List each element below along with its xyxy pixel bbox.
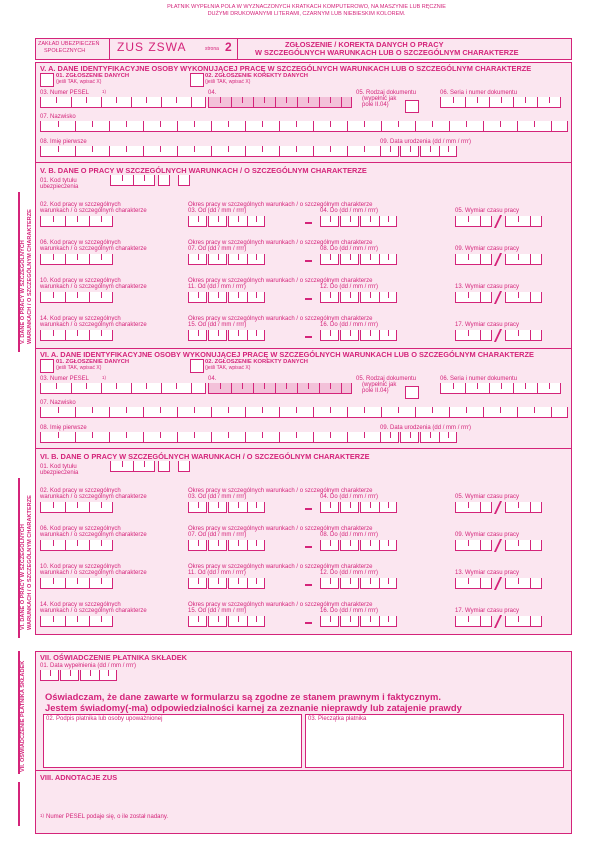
work-code-input[interactable]	[40, 292, 113, 303]
declaration-line-2: Jestem świadomy(-ma) odpowiedzialności karnej za zeznanie nieprawdy lub zatajenie prawdy	[45, 702, 462, 713]
work-code-label: 06. Kod pracy w szczególnych	[40, 240, 121, 246]
birth-date-label: 09. Data urodzenia (dd / mm / rrrr)	[380, 139, 472, 145]
period-from-dd[interactable]	[188, 292, 207, 303]
correction-checkbox[interactable]	[190, 73, 204, 87]
document-type-hint-1: (wypełnić jak	[362, 382, 397, 388]
period-from-label: 15. Od (dd / mm / rrrr)	[188, 322, 247, 328]
period-from-dd[interactable]	[188, 216, 207, 227]
period-to-yyyy[interactable]	[360, 330, 397, 341]
surname-label: 07. Nazwisko	[40, 400, 76, 406]
section-vii-title: VII. OŚWIADCZENIE PŁATNIKA SKŁADEK	[40, 653, 187, 662]
period-from-mm[interactable]	[208, 292, 227, 303]
insurance-code-part-2[interactable]	[158, 175, 170, 186]
working-time-denominator[interactable]	[505, 502, 542, 513]
new-registration-label: 01. ZGŁOSZENIE DANYCH	[56, 73, 130, 79]
new-registration-label: 01. ZGŁOSZENIE DANYCH	[56, 359, 130, 365]
birth-date-yyyy[interactable]	[420, 432, 457, 443]
period-to-dd[interactable]	[320, 292, 339, 303]
work-code-label: 10. Kod pracy w szczególnych	[40, 278, 121, 284]
work-code-input[interactable]	[40, 540, 113, 551]
working-time-numerator[interactable]	[455, 330, 492, 341]
working-time-numerator[interactable]	[455, 578, 492, 589]
insurance-code-part-1[interactable]	[110, 175, 155, 186]
working-time-label: 09. Wymiar czasu pracy	[455, 246, 519, 252]
pesel-footnote-marker: 1)	[102, 375, 107, 380]
period-from-yyyy[interactable]	[228, 216, 265, 227]
period-to-yyyy[interactable]	[360, 216, 397, 227]
field-04-label: 04.	[208, 376, 217, 382]
period-to-yyyy[interactable]	[360, 540, 397, 551]
period-to-mm[interactable]	[340, 216, 359, 227]
insurance-code-part-3[interactable]	[178, 461, 190, 472]
insurance-code-part-2[interactable]	[158, 461, 170, 472]
work-code-label-2: warunkach / o szczególnym charakterze	[40, 284, 147, 290]
correction-hint: (jeśli TAK, wpisać X)	[205, 365, 251, 371]
work-code-input[interactable]	[40, 330, 113, 341]
document-number-label: 06. Seria i numer dokumentu	[440, 376, 518, 382]
working-time-label: 17. Wymiar czasu pracy	[455, 322, 519, 328]
period-to-label: 08. Do (dd / mm / rrrr)	[320, 246, 379, 252]
working-time-denominator[interactable]	[505, 254, 542, 265]
period-from-dd[interactable]	[188, 502, 207, 513]
work-period-label: Okres pracy w szczególnych warunkach / o szczególnym charakterze	[188, 526, 373, 532]
period-from-yyyy[interactable]	[228, 330, 265, 341]
period-from-label: 11. Od (dd / mm / rrrr)	[188, 284, 246, 290]
period-from-label: 03. Od (dd / mm / rrrr)	[188, 208, 247, 214]
insurance-code-label-2: ubezpieczenia	[40, 470, 79, 476]
period-to-dd[interactable]	[320, 330, 339, 341]
work-period-label: Okres pracy w szczególnych warunkach / o szczególnym charakterze	[188, 564, 373, 570]
period-to-dd[interactable]	[320, 578, 339, 589]
declaration-line-1: Oświadczam, że dane zawarte w formularzu są zgodne ze stanem prawnym i faktycznym.	[45, 691, 441, 702]
sidebar-line-1: VI. DANE O PRACY W SZCZEGÓLNYCH	[20, 524, 26, 630]
document-type-hint-2: pole II.04)	[362, 102, 389, 108]
period-separator	[305, 584, 312, 586]
fill-date-mm[interactable]	[60, 670, 79, 681]
sidebar-line-2: WARUNKACH / O SZCZEGÓLNYM CHARAKTERZE	[26, 495, 33, 630]
period-from-dd[interactable]	[188, 578, 207, 589]
period-from-dd[interactable]	[188, 254, 207, 265]
instruction-line-1: PŁATNIK WYPEŁNIA POLA W WYZNACZONYCH KRATKACH KOMPUTEROWO, NA MASZYNIE LUB RĘCZNIE	[167, 4, 446, 10]
period-to-mm[interactable]	[340, 578, 359, 589]
work-code-label: 06. Kod pracy w szczególnych	[40, 526, 121, 532]
document-type-hint-1: (wypełnić jak	[362, 96, 397, 102]
period-to-yyyy[interactable]	[360, 292, 397, 303]
pesel-footnote-marker: 1)	[102, 89, 107, 94]
birth-date-mm[interactable]	[400, 432, 419, 443]
period-to-label: 08. Do (dd / mm / rrrr)	[320, 532, 379, 538]
document-type-label: 05. Rodzaj dokumentu	[356, 90, 417, 96]
period-to-dd[interactable]	[320, 254, 339, 265]
period-to-dd[interactable]	[320, 616, 339, 627]
insurance-code-part-3[interactable]	[178, 175, 190, 186]
payer-stamp-label: 03. Pieczątka płatnika	[308, 716, 367, 722]
sidebar-line-1: V. DANE O PRACY W SZCZEGÓLNYCH	[20, 240, 26, 344]
period-to-dd[interactable]	[320, 502, 339, 513]
work-code-label-2: warunkach / o szczególnym charakterze	[40, 322, 147, 328]
work-code-label: 14. Kod pracy w szczególnych	[40, 602, 121, 608]
working-time-denominator[interactable]	[505, 578, 542, 589]
period-separator	[305, 546, 312, 548]
period-from-label: 07. Od (dd / mm / rrrr)	[188, 246, 247, 252]
work-code-label-2: warunkach / o szczególnym charakterze	[40, 208, 147, 214]
new-registration-checkbox[interactable]	[40, 73, 54, 87]
work-code-label-2: warunkach / o szczególnym charakterze	[40, 608, 147, 614]
working-time-numerator[interactable]	[455, 540, 492, 551]
period-to-mm[interactable]	[340, 330, 359, 341]
work-code-input[interactable]	[40, 502, 113, 513]
section-1-a-title: VI. A. DANE IDENTYFIKACYJNE OSOBY WYKONUJĄCEJ PRACĘ W SZCZEGÓLNYCH WARUNKACH LUB O SZCZEGÓLNYM CHARAKTERZE	[40, 350, 534, 359]
birth-date-dd[interactable]	[380, 432, 399, 443]
working-time-label: 05. Wymiar czasu pracy	[455, 208, 519, 214]
first-name-label: 08. Imię pierwsze	[40, 425, 87, 431]
period-to-label: 12. Do (dd / mm / rrrr)	[320, 284, 379, 290]
working-time-numerator[interactable]	[455, 216, 492, 227]
surname-input[interactable]	[40, 407, 568, 418]
work-period-label: Okres pracy w szczególnych warunkach / o szczególnym charakterze	[188, 278, 373, 284]
period-separator	[305, 336, 312, 338]
document-number-label: 06. Seria i numer dokumentu	[440, 90, 518, 96]
work-code-label-2: warunkach / o szczególnym charakterze	[40, 494, 147, 500]
period-from-mm[interactable]	[208, 254, 227, 265]
work-code-label: 14. Kod pracy w szczególnych	[40, 316, 121, 322]
section-0-b-title: V. B. DANE O PRACY W SZCZEGÓLNYCH WARUNKACH / O SZCZEGÓLNYM CHARAKTERZE	[40, 166, 367, 175]
period-from-label: 03. Od (dd / mm / rrrr)	[188, 494, 247, 500]
working-time-numerator[interactable]	[455, 254, 492, 265]
work-code-input[interactable]	[40, 616, 113, 627]
period-separator	[305, 298, 312, 300]
correction-label: 02. ZGŁOSZENIE KOREKTY DANYCH	[205, 73, 308, 79]
working-time-numerator[interactable]	[455, 292, 492, 303]
instruction-line-2: DUŻYMI DRUKOWANYMI LITERAMI, CZARNYM LUB NIEBIESKIM KOLOREM.	[207, 11, 406, 17]
new-registration-checkbox[interactable]	[40, 359, 54, 373]
correction-hint: (jeśli TAK, wpisać X)	[205, 79, 251, 85]
sidebar-line-2: WARUNKACH / O SZCZEGÓLNYM CHARAKTERZE	[26, 209, 33, 344]
first-name-input[interactable]	[40, 146, 381, 157]
work-code-label: 10. Kod pracy w szczególnych	[40, 564, 121, 570]
pesel-input[interactable]	[40, 97, 206, 108]
page-number: 2	[225, 40, 232, 54]
document-type-input[interactable]	[405, 100, 419, 113]
period-from-yyyy[interactable]	[228, 578, 265, 589]
period-to-mm[interactable]	[340, 502, 359, 513]
new-registration-hint: (jeśli TAK, wpisać X)	[56, 79, 102, 85]
work-period-label: Okres pracy w szczególnych warunkach / o szczególnym charakterze	[188, 202, 373, 208]
correction-label: 02. ZGŁOSZENIE KOREKTY DANYCH	[205, 359, 308, 365]
birth-date-yyyy[interactable]	[420, 146, 457, 157]
header-divider	[109, 38, 110, 60]
working-time-numerator[interactable]	[455, 502, 492, 513]
fill-date-dd[interactable]	[40, 670, 59, 681]
period-to-mm[interactable]	[340, 292, 359, 303]
payer-signature-label: 02. Podpis płatnika lub osoby upoważnionej	[46, 716, 163, 722]
period-from-dd[interactable]	[188, 616, 207, 627]
working-time-denominator[interactable]	[505, 292, 542, 303]
period-from-label: 15. Od (dd / mm / rrrr)	[188, 608, 247, 614]
period-from-yyyy[interactable]	[228, 616, 265, 627]
working-time-label: 05. Wymiar czasu pracy	[455, 494, 519, 500]
period-from-dd[interactable]	[188, 330, 207, 341]
section-0-sidebar-label	[20, 209, 33, 344]
footnote-marker: 1)	[40, 813, 45, 818]
period-separator	[305, 508, 312, 510]
footnote-text: Numer PESEL podaje się, o ile został nadany.	[46, 814, 169, 820]
working-time-label: 13. Wymiar czasu pracy	[455, 284, 519, 290]
surname-input[interactable]	[40, 121, 568, 132]
form-title-line-2: W SZCZEGÓLNYCH WARUNKACH LUB O SZCZEGÓLNYM CHARAKTERZE	[255, 48, 519, 57]
insurance-code-label: 01. Kod tytułu	[40, 464, 77, 470]
section-0-a-title: V. A. DANE IDENTYFIKACYJNE OSOBY WYKONUJĄCEJ PRACĘ W SZCZEGÓLNYCH WARUNKACH LUB O SZCZEGÓLNYM CHARAKTERZE	[40, 64, 532, 73]
pesel-label: 03. Numer PESEL	[40, 376, 90, 382]
period-from-mm[interactable]	[208, 330, 227, 341]
period-to-yyyy[interactable]	[360, 616, 397, 627]
document-type-hint-2: pole II.04)	[362, 388, 389, 394]
zus-name-line-2: SPOŁECZNYCH	[44, 48, 86, 54]
work-period-label: Okres pracy w szczególnych warunkach / o szczególnym charakterze	[188, 602, 373, 608]
period-from-yyyy[interactable]	[228, 540, 265, 551]
period-from-mm[interactable]	[208, 540, 227, 551]
period-to-label: 04. Do (dd / mm / rrrr)	[320, 208, 379, 214]
first-name-label: 08. Imię pierwsze	[40, 139, 87, 145]
document-type-label: 05. Rodzaj dokumentu	[356, 376, 417, 382]
work-code-label-2: warunkach / o szczególnym charakterze	[40, 532, 147, 538]
working-time-denominator[interactable]	[505, 616, 542, 627]
work-code-input[interactable]	[40, 216, 113, 227]
period-from-yyyy[interactable]	[228, 254, 265, 265]
insurance-code-label-2: ubezpieczenia	[40, 184, 79, 190]
pesel-label: 03. Numer PESEL	[40, 90, 90, 96]
period-to-dd[interactable]	[320, 540, 339, 551]
new-registration-hint: (jeśli TAK, wpisać X)	[56, 365, 102, 371]
first-name-input[interactable]	[40, 432, 381, 443]
birth-date-dd[interactable]	[380, 146, 399, 157]
period-to-yyyy[interactable]	[360, 502, 397, 513]
working-time-denominator[interactable]	[505, 216, 542, 227]
period-to-mm[interactable]	[340, 616, 359, 627]
period-from-mm[interactable]	[208, 502, 227, 513]
period-to-mm[interactable]	[340, 254, 359, 265]
working-time-denominator[interactable]	[505, 330, 542, 341]
form-code: ZUS ZSWA	[117, 40, 187, 54]
period-from-mm[interactable]	[208, 216, 227, 227]
period-from-dd[interactable]	[188, 540, 207, 551]
work-code-label-2: warunkach / o szczególnym charakterze	[40, 570, 147, 576]
section-viii-sidebar-bar	[18, 782, 20, 826]
work-code-input[interactable]	[40, 254, 113, 265]
section-1-b-title: VI. B. DANE O PRACY W SZCZEGÓLNYCH WARUNKACH / O SZCZEGÓLNYM CHARAKTERZE	[40, 452, 370, 461]
period-to-dd[interactable]	[320, 216, 339, 227]
section-1-sidebar-label	[20, 495, 33, 630]
period-to-mm[interactable]	[340, 540, 359, 551]
period-to-label: 16. Do (dd / mm / rrrr)	[320, 322, 379, 328]
work-code-label: 02. Kod pracy w szczególnych	[40, 202, 121, 208]
working-time-label: 13. Wymiar czasu pracy	[455, 570, 519, 576]
fill-date-yyyy[interactable]	[80, 670, 117, 681]
period-to-yyyy[interactable]	[360, 578, 397, 589]
field-04-input[interactable]	[208, 383, 352, 394]
document-type-input[interactable]	[405, 386, 419, 399]
period-from-mm[interactable]	[208, 578, 227, 589]
birth-date-mm[interactable]	[400, 146, 419, 157]
period-to-label: 04. Do (dd / mm / rrrr)	[320, 494, 379, 500]
working-time-label: 17. Wymiar czasu pracy	[455, 608, 519, 614]
vii-date-label: 01. Data wypełnienia (dd / mm / rrrr)	[40, 663, 137, 669]
period-separator	[305, 622, 312, 624]
work-code-label-2: warunkach / o szczególnym charakterze	[40, 246, 147, 252]
pesel-input[interactable]	[40, 383, 206, 394]
working-time-denominator[interactable]	[505, 540, 542, 551]
period-from-yyyy[interactable]	[228, 502, 265, 513]
work-period-label: Okres pracy w szczególnych warunkach / o szczególnym charakterze	[188, 240, 373, 246]
document-number-input[interactable]	[440, 97, 561, 108]
page-label: strona	[205, 46, 219, 52]
period-from-mm[interactable]	[208, 616, 227, 627]
work-code-label: 02. Kod pracy w szczególnych	[40, 488, 121, 494]
work-code-input[interactable]	[40, 578, 113, 589]
section-viii-title: VIII. ADNOTACJE ZUS	[40, 773, 118, 782]
surname-label: 07. Nazwisko	[40, 114, 76, 120]
work-period-label: Okres pracy w szczególnych warunkach / o szczególnym charakterze	[188, 488, 373, 494]
document-number-input[interactable]	[440, 383, 561, 394]
period-separator	[305, 222, 312, 224]
period-from-yyyy[interactable]	[228, 292, 265, 303]
section-vii-sidebar-label: VII. OŚWIADCZENIE PŁATNIKA SKŁADEK	[20, 660, 26, 772]
insurance-code-label: 01. Kod tytułu	[40, 178, 77, 184]
form-title-line-1: ZGŁOSZENIE / KOREKTA DANYCH O PRACY	[285, 40, 444, 49]
field-04-label: 04.	[208, 90, 217, 96]
working-time-numerator[interactable]	[455, 616, 492, 627]
insurance-code-part-1[interactable]	[110, 461, 155, 472]
period-to-yyyy[interactable]	[360, 254, 397, 265]
header-divider-2	[237, 38, 238, 60]
period-to-label: 12. Do (dd / mm / rrrr)	[320, 570, 379, 576]
zus-name-line-1: ZAKŁAD UBEZPIECZEŃ	[38, 41, 100, 47]
period-to-label: 16. Do (dd / mm / rrrr)	[320, 608, 379, 614]
work-period-label: Okres pracy w szczególnych warunkach / o szczególnym charakterze	[188, 316, 373, 322]
birth-date-label: 09. Data urodzenia (dd / mm / rrrr)	[380, 425, 472, 431]
period-from-label: 11. Od (dd / mm / rrrr)	[188, 570, 246, 576]
field-04-input[interactable]	[208, 97, 352, 108]
correction-checkbox[interactable]	[190, 359, 204, 373]
period-separator	[305, 260, 312, 262]
period-from-label: 07. Od (dd / mm / rrrr)	[188, 532, 247, 538]
working-time-label: 09. Wymiar czasu pracy	[455, 532, 519, 538]
